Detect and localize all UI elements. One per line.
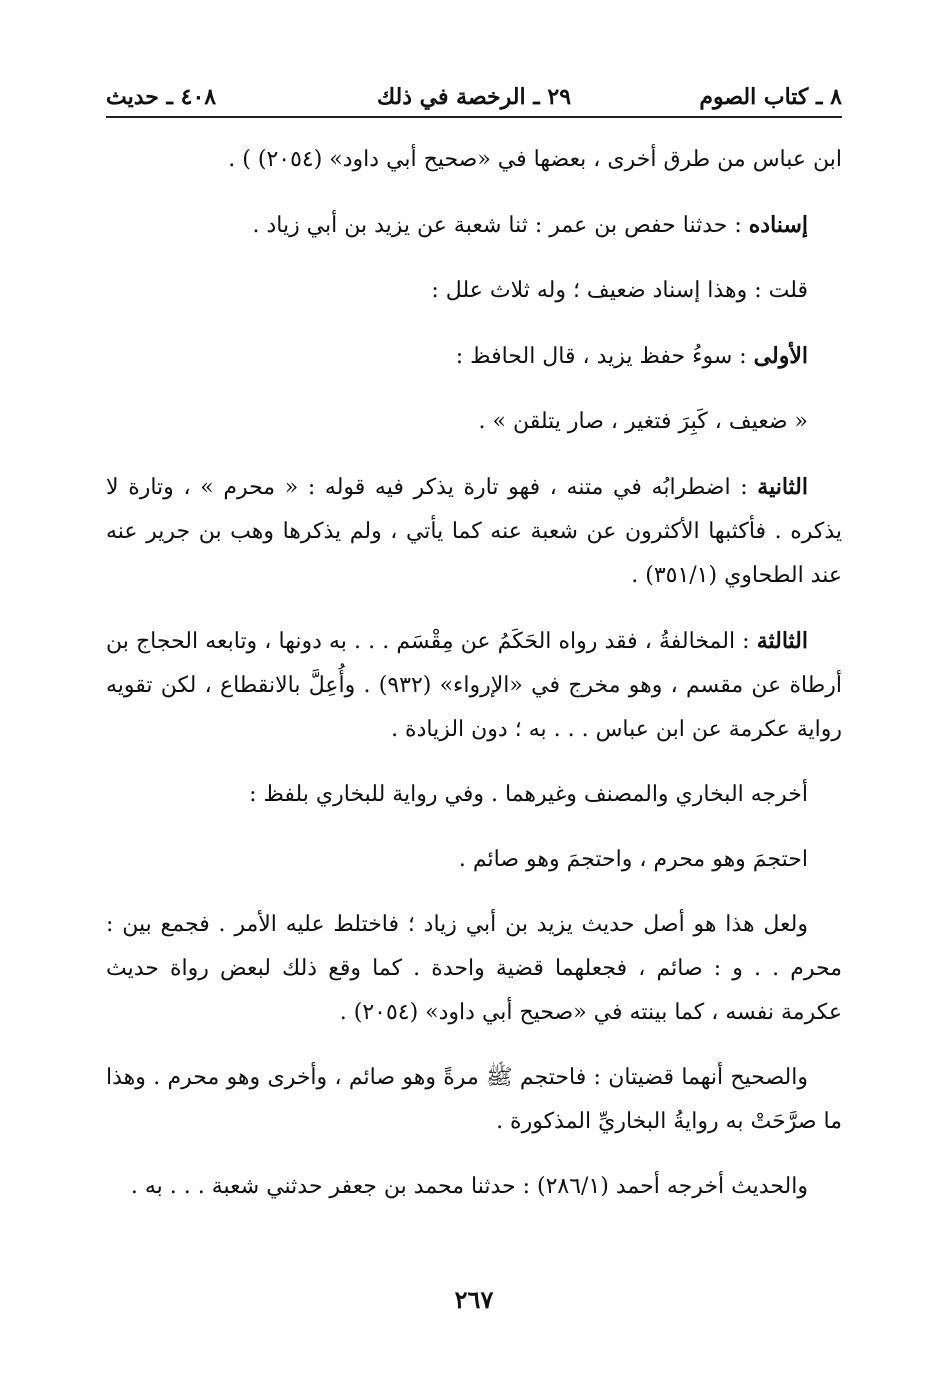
header-divider [106,116,842,118]
paragraph-text: ولعل هذا هو أصل حديث يزيد بن أبي زياد ؛ فاختلط عليه الأمر . فجمع بين : محرم . . و : صائم ، فجعلهما قضية واحدة . كما وقع ذلك لبعض رواة حديث عكرمة نفسه ، كما بينته في «صحيح أبي داود» (٢٠٥٤) . [106,912,842,1025]
paragraph [106,203,842,248]
paragraph-text: : اضطرابُه في متنه ، فهو تارة يذكر فيه قوله : « محرم » ، وتارة لا يذكره . فأكثبها الأكثرون عن شعبة عنه كما يأتي ، ولم يذكرها وهب بن جرير عنه عند الطحاوي (٣٥١/١) . [106,475,842,588]
chapter-title: ٨ ـ كتاب الصوم [699,84,842,110]
paragraph [106,1056,842,1144]
paragraph-lead: الأولى [753,343,808,369]
paragraph-text: ابن عباس من طرق أخرى ، بعضها في «صحيح أبي داود» (٢٠٥٤) ) . [228,147,842,172]
paragraph-text: : حدثنا حفص بن عمر : ثنا شعبة عن يزيد بن أبي زياد . [252,213,742,238]
document-page [106,0,842,1373]
paragraph-text: والصحيح أنهما قضيتان : فاحتجم ﷺ مرةً وهو صائم ، وأخرى وهو محرم . وهذا ما صرَّحَتْ به روايةُ البخاريِّ المذكورة . [106,1065,842,1134]
paragraph [106,619,842,752]
paragraph-text: : سوءُ حفظ يزيد ، قال الحافظ : [455,344,747,369]
paragraph [106,269,842,313]
paragraph-text: : المخالفةُ ، فقد رواه الحَكَمُ عن مِقْسَم . . . به دونها ، وتابعه الحجاج بن أرطاة عن مقسم ، وهو مخرج في «الإرواء» (٩٣٢) . وأُعِلَّ بالانقطاع ، لكن تقويه رواية عكرمة عن ابن عباس . . . به ؛ دون الزيادة . [106,629,842,742]
paragraph [106,1165,842,1209]
section-title: ٢٩ ـ الرخصة في ذلك [376,84,572,110]
paragraph [106,838,842,882]
paragraph-text: احتجمَ وهو محرم ، واحتجمَ وهو صائم . [458,847,808,872]
running-head [106,80,842,114]
page-number: ٢٦٧ [454,1285,494,1314]
paragraph [106,465,842,598]
paragraph-text: أخرجه البخاري والمصنف وغيرهما . وفي رواية للبخاري بلفظ : [249,782,808,807]
hadith-number: ٤٠٨ ـ حديث [106,84,217,110]
paragraph [106,138,842,182]
paragraph-lead: الثالثة [756,628,808,654]
paragraph [106,903,842,1035]
paragraph [106,773,842,817]
paragraph [106,400,842,444]
paragraph [106,334,842,379]
paragraph-text: « ضعيف ، كَبِرَ فتغير ، صار يتلقن » . [478,409,808,434]
body-text [106,138,842,1230]
paragraph-text: قلت : وهذا إسناد ضعيف ؛ وله ثلاث علل : [431,278,808,303]
paragraph-lead: الثانية [757,474,808,500]
paragraph-lead: إسناده [748,212,808,238]
paragraph-text: والحديث أخرجه أحمد (٢٨٦/١) : حدثنا محمد بن جعفر حدثني شعبة . . . به . [130,1174,808,1199]
